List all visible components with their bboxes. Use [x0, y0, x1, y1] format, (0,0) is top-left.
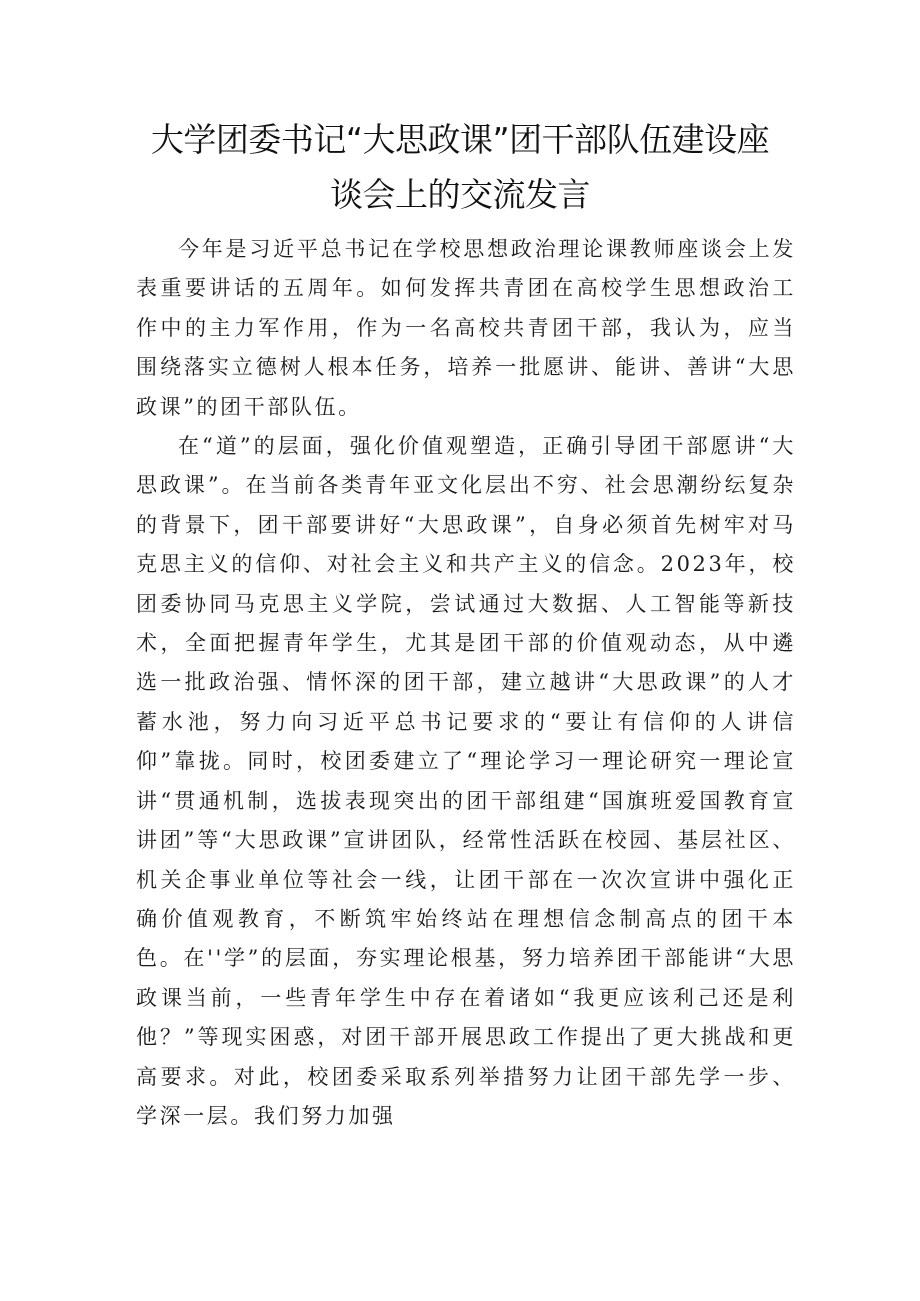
document-body [136, 230, 796, 1136]
paragraph-intro: 今年是习近平总书记在学校思想政治理论课教师座谈会上发表重要讲话的五周年。如何发挥共青团在高校学生思想政治工作中的主力军作用，作为一名高校共青团干部，我认为，应当围绕落实立德树人根本任务，培养一批愿讲、能讲、善讲“大思政课”的团干部队伍。 [136, 237, 796, 419]
title-line-1: 大学团委书记“大思政课”团干部队伍建设座 [150, 120, 770, 159]
paragraph-dao-level: 在“道”的层面，强化价值观塑造，正确引导团干部愿讲“大思政课”。在当前各类青年亚文化层出不穷、社会思潮纷纭复杂的背景下，团干部要讲好“大思政课”，自身必须首先树牢对马克思主义的信仰、对社会主义和共产主义的信念。2023年，校团委协同马克思主义学院，尝试通过大数据、人工智能等新技术，全面把握青年学生，尤其是团干部的价值观动态，从中遴选一批政治强、情怀深的团干部，建立越讲“大思政课”的人才蓄水池，努力向习近平总书记要求的“要让有信仰的人讲信仰”靠拢。同时，校团委建立了“理论学习一理论研究一理论宣讲“贯通机制，选拔表现突出的团干部组建“国旗班爱国教育宣讲团”等“大思政课”宣讲团队，经常性活跃在校园、基层社区、机关企事业单位等社会一线，让团干部在一次次宣讲中强化正确价值观教育，不断筑牢始终站在理想信念制高点的团干本色。在''学”的层面，夯实理论根基，努力培养团干部能讲“大思政课当前，一些青年学生中存在着诸如“我更应该利己还是利他？”等现实困惑，对团干部开展思政工作提出了更大挑战和更高要求。对此，校团委采取系列举措努力让团干部先学一步、学深一层。我们努力加强 [136, 434, 796, 1128]
title-line-2: 谈会上的交流发言 [330, 175, 590, 214]
document-title [120, 112, 800, 222]
